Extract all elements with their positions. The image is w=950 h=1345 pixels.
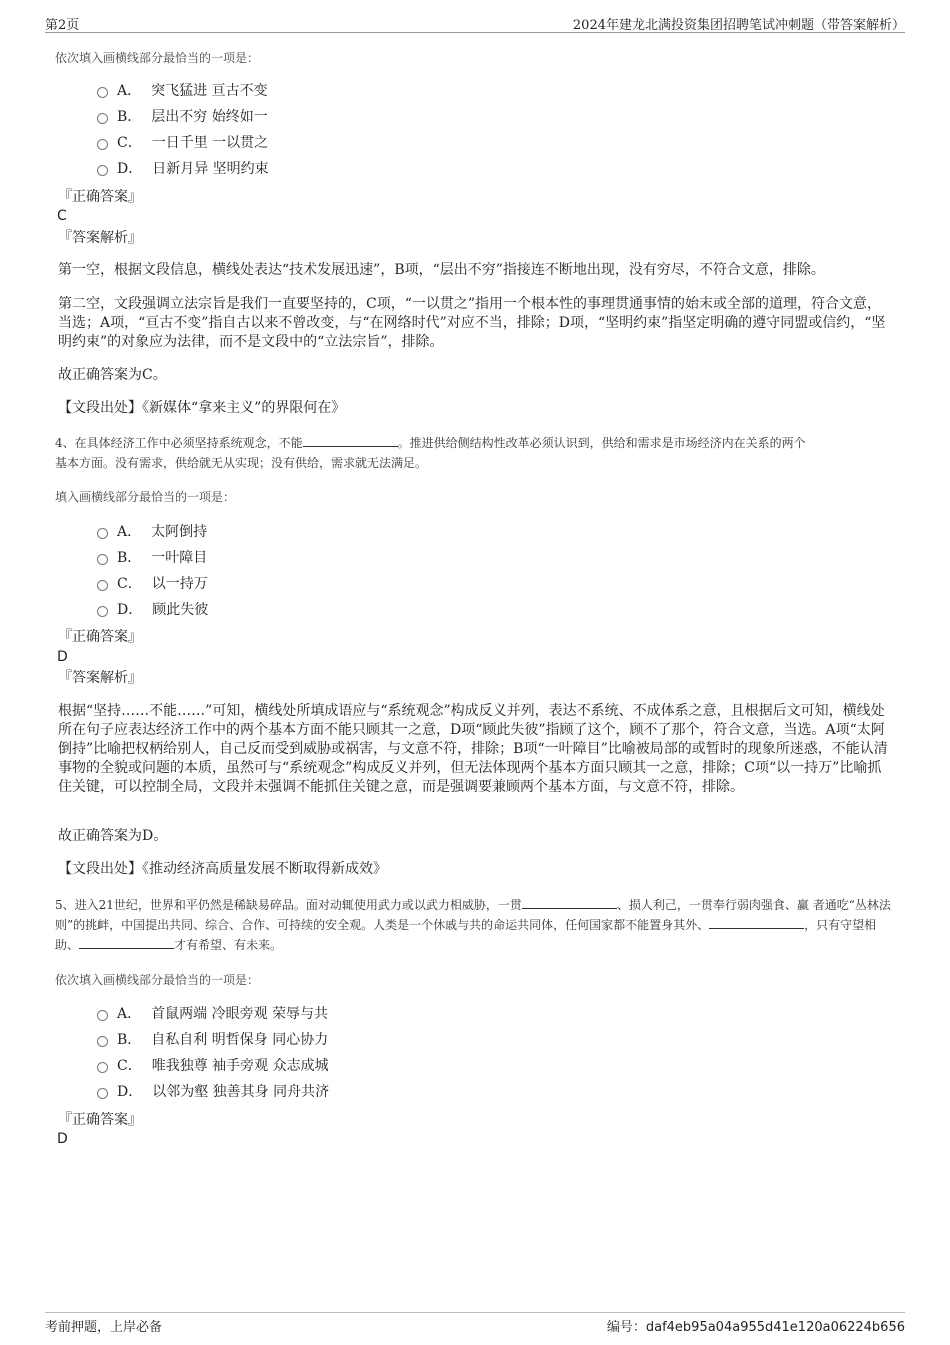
q5-option-d[interactable]: D． 以邻为壑 独善其身 同舟共济 [97,1082,329,1102]
document-title: 2024年建龙北满投资集团招聘笔试冲刺题（带答案解析） [572,18,905,33]
q5-option-c[interactable]: C． 唯我独尊 袖手旁观 众志成城 [97,1056,329,1076]
q3-option-b[interactable]: B． 层出不穷 始终如一 [97,107,268,127]
radio-icon[interactable] [97,165,108,176]
q4-conclusion: 故正确答案为D。 [58,828,168,844]
q5-answer-label: 『正确答案』 [58,1112,142,1128]
radio-icon[interactable] [97,606,108,617]
q3-analysis-1: 第一空，根据文段信息，横线处表达“技术发展迅速”，B项，“层出不穷”指接连不断地出现，没有穷尽，不符合文意，排除。 [58,262,825,278]
q4-stem: 4、在具体经济工作中必须坚持系统观念，不能 。推进供给侧结构性改革必须认识到，供给和需求是市场经济内在关系的两个 基本方面。没有需求，供给就无从实现；没有供给，需求就无法满足。 [55,436,806,470]
q3-analysis-2: 第二空，文段强调立法宗旨是我们一直要坚持的，C项，“一以贯之”指用一个根本性的事理贯通事情的始末或全部的道理，符合文意，当选；A项，“亘古不变”指自古以来不曾改变，与“在网络时代”对应不当，排除；D项，“坚明约束”指坚定明确的遵守同盟或信约，“坚明约束”的对象应为法律，而不是文段中的“立法宗旨”，排除。 [58,296,886,350]
radio-icon[interactable] [97,528,108,539]
q4-option-d[interactable]: D． 顾此失彼 [97,600,208,620]
q3-answer: C [57,208,67,224]
q4-analysis-1: 根据“坚持……不能……”可知，横线处所填成语应与“系统观念”构成反义并列，表达不系统、不成体系之意，且根据后文可知，横线处所在句子应表达经济工作中的两个基本方面不能只顾其一之意，D项“顾此失彼”指顾了这个，顾不了那个，符合文意，当选。A项“太阿倒持”比喻把权柄给别人，自己反而受到威胁或祸害，与文意不符，排除；B项“一叶障目”比喻被局部的或暂时的现象所迷惑，不能认清事物的全貌或问题的本质，虽然可与“系统观念”构成反义并列，但无法体现两个基本方面只顾其一之意，排除；C项“以一持万”比喻抓住关键，可以控制全局，文段并未强调不能抓住关键之意，而是强调要兼顾两个基本方面，与文意不符，排除。 [58,703,888,795]
q3-answer-label: 『正确答案』 [58,189,142,205]
q3-analysis-label: 『答案解析』 [58,230,142,246]
q4-source: 【文段出处】《推动经济高质量发展不断取得新成效》 [58,861,387,877]
page-header [45,14,905,33]
radio-icon[interactable] [97,580,108,591]
radio-icon[interactable] [97,1036,108,1047]
q5-option-a[interactable]: A． 首鼠两端 冷眼旁观 荣辱与共 [97,1004,328,1024]
q3-option-a[interactable]: A． 突飞猛进 亘古不变 [97,81,268,101]
radio-icon[interactable] [97,139,108,150]
q4-answer: D [57,649,68,665]
footer-slogan: 考前押题，上岸必备 [45,1320,163,1335]
page-footer [45,1312,905,1335]
page-number: 第2页 [45,18,80,33]
radio-icon[interactable] [97,1010,108,1021]
radio-icon[interactable] [97,554,108,565]
q5-answer: D [57,1131,68,1147]
radio-icon[interactable] [97,87,108,98]
radio-icon[interactable] [97,1062,108,1073]
q4-option-b[interactable]: B． 一叶障目 [97,548,207,568]
blank-line [709,916,804,929]
q5-stem: 5、进入21世纪，世界和平仍然是稀缺易碎品。面对动辄使用武力或以武力相威胁，一贯 、损人利己，一贯奉行弱肉强食、赢 者通吃“丛林法则”的挑衅，中国提出共同、综合、合作、可持续的安全观。人类是一个休戚与共的命运共同体，任何国家都不能置身其外、 ，只有守望相助、 才有希望、有未来。 [55,898,891,952]
q3-option-c[interactable]: C． 一日千里 一以贯之 [97,133,268,153]
radio-icon[interactable] [97,113,108,124]
blank-line [303,434,398,447]
q5-option-b[interactable]: B． 自私自利 明哲保身 同心协力 [97,1030,328,1050]
q4-option-c[interactable]: C． 以一持万 [97,574,208,594]
footer-code: 编号：daf4eb95a04a955d41e120a06224b656 [606,1320,905,1335]
q3-prompt: 依次填入画横线部分最恰当的一项是： [55,51,260,65]
q3-source: 【文段出处】《新媒体“拿来主义”的界限何在》 [58,400,346,416]
q5-prompt: 依次填入画横线部分最恰当的一项是： [55,973,260,987]
q3-conclusion: 故正确答案为C。 [58,367,167,383]
q3-option-d[interactable]: D． 日新月异 坚明约束 [97,159,269,179]
blank-line [79,936,174,949]
q4-option-a[interactable]: A． 太阿倒持 [97,522,207,542]
q4-answer-label: 『正确答案』 [58,629,142,645]
q4-analysis-label: 『答案解析』 [58,670,142,686]
radio-icon[interactable] [97,1088,108,1099]
blank-line [522,896,617,909]
q4-prompt: 填入画横线部分最恰当的一项是： [55,490,236,504]
